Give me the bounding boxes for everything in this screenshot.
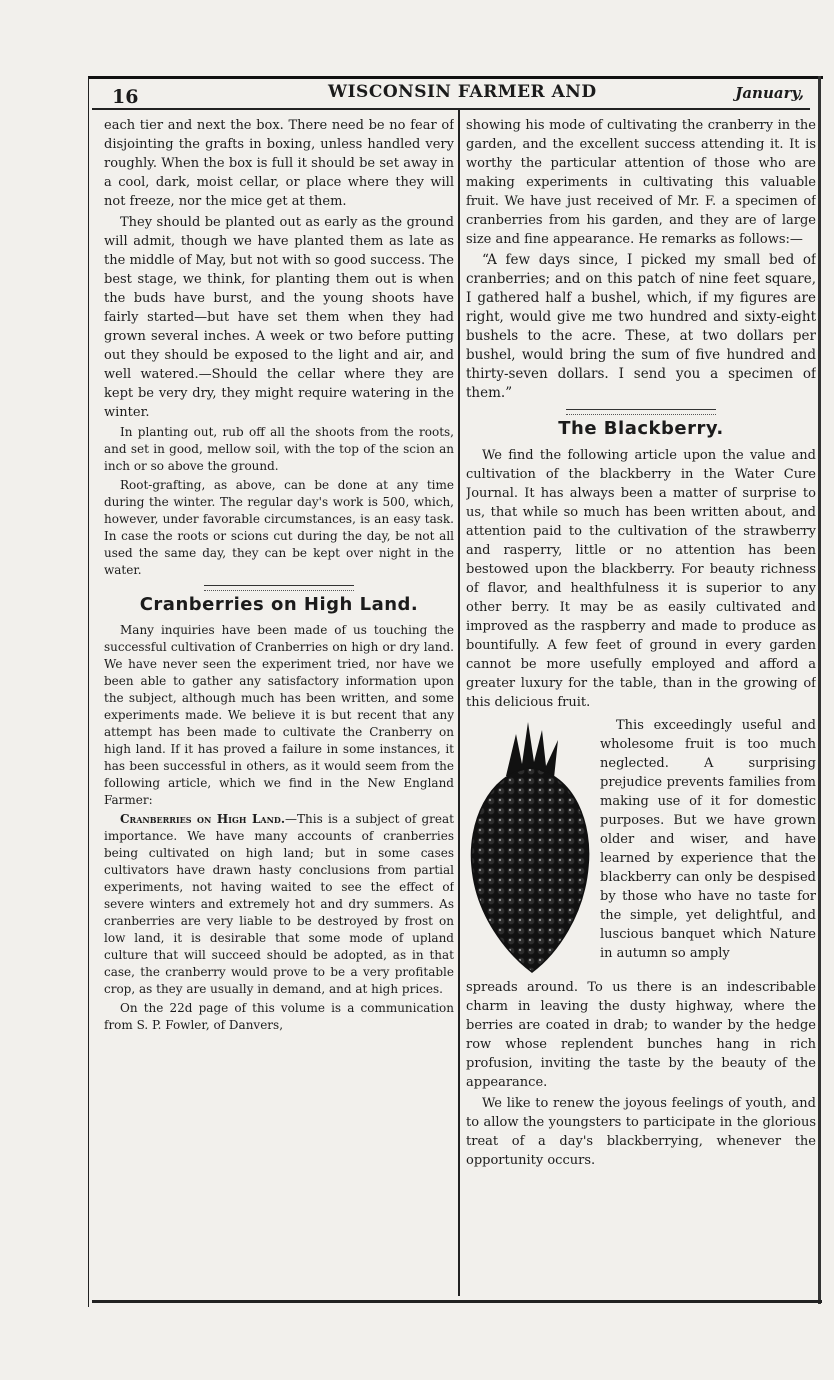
- paragraph: each tier and next the box. There need be no fear of disjointing the grafts in boxing, unless handled very roughly. When the box is full it should be set away in a cool, dark, moist cellar, or place where they will not freeze, nor the mice get at them.: [104, 118, 454, 209]
- blackberry-figure-block: [466, 716, 816, 978]
- paragraph: In planting out, rub off all the shoots from the roots, and set in good, mellow soil, with the top of the scion an inch or so above the ground.: [104, 425, 454, 473]
- paragraph: showing his mode of cultivating the cranberry in the garden, and the excellent success attending it. It is worthy the particular attention of those who are making experiments in cultivating this valuable fruit. We have just received of Mr. F. a specimen of cranberries from his garden, and they are of large size and fine appearance. He remarks as follows:—: [466, 118, 816, 247]
- page-header: [92, 82, 810, 110]
- section-ornament: [204, 585, 354, 591]
- cranberries-section-title: Cranberries on High Land.: [139, 594, 419, 615]
- article-lead: Cranberries on High Land.: [120, 812, 286, 826]
- paragraph: We find the following article upon the value and cultivation of the blackberry in the Water Cure Journal. It has always been a matter of surprise to us, that while so much has been written about, and attention paid to the cultivation of the strawberry and rasperry, little or no attention has been bestowed upon the blackberry. For beauty richness of flavor, and healthfulness it is superior to any other berry. It may be as easily cultivated and improved as the raspberry and made to produce as bountifully. A few feet of ground in every garden cannot be more usefully employed and afford a greater luxury for the table, than in the growing of this delicious fruit.: [466, 448, 816, 710]
- paragraph: They should be planted out as early as the ground will admit, though we have planted them as late as the middle of May, but not with so good success. The best stage, we think, for planting them out is when the buds have burst, and the young shoots have fairly started—but have set them when they had grown several inches. A week or two before putting out they should be exposed to the light and air, and well watered.—Should the cellar where they are kept be very dry, they might require watering in the winter.: [104, 215, 454, 420]
- left-column: [104, 116, 454, 1292]
- blackberry-illustration: [466, 716, 596, 978]
- paragraph: On the 22d page of this volume is a communication from S. P. Fowler, of Danvers,: [104, 1001, 454, 1032]
- blackberry-section-title: The Blackberry.: [558, 418, 724, 439]
- page-edge-rule: [818, 76, 821, 1304]
- journal-title: WISCONSIN FARMER AND: [328, 82, 597, 102]
- paragraph: Root-grafting, as above, can be done at any time during the winter. The regular day's work is 500, which, however, under favorable circumstances, is an easy task. In case the roots or scions cut during the day, be not all used the same day, they can be kept over night in the water.: [104, 478, 454, 577]
- paragraph: Many inquiries have been made of us touching the successful cultivation of Cranberries on high or dry land. We have never seen the experiment tried, nor have we been able to gather any satisfactory information upon the subject, although much has been written, and some experiments made. We believe it is but recent that any attempt has been made to cultivate the Cranberry on high land. If it has proved a failure in some instances, it has been successful in others, as it would seem from the following article, which we find in the New England Farmer:: [104, 623, 454, 807]
- article-text: —This is a subject of great importance. We have many accounts of cranberries being cultivated on high land; but in some cases cultivators have drawn hasty conclusions from partial experiments, not having waited to see the effect of severe winters and extremely hot and dry summers. As cranberries are very liable to be destroyed by frost on low land, it is desirable that some mode of upland culture that will succeed should be adopted, as in that case, the cranberry would prove to be a very profitable crop, as they are usually in demand, and at high prices.: [104, 812, 454, 996]
- wrapped-paragraph: This exceedingly useful and wholesome fruit is too much neglected. A surprising prejudice prevents families from making use of it for domestic purposes. But we have grown older and wiser, and have learned by experience that the blackberry can only be despised by those who have no taste for the simple, yet delightful, and luscious banquet which Nature in autumn so amply: [600, 718, 816, 961]
- bottom-rule: [92, 1300, 822, 1303]
- paragraph: spreads around. To us there is an indescribable charm in leaving the dusty highway, where the berries are coated in drab; to wander by the hedge row whose replendent bunches hang in rich profusion, inviting the taste by the beauty of the appearance.: [466, 980, 816, 1090]
- paragraph: We like to renew the joyous feelings of youth, and to allow the youngsters to participate in the glorious treat of a day's blackberrying, whenever the opportunity occurs.: [466, 1096, 816, 1168]
- section-ornament: [566, 409, 716, 415]
- page-number: 16: [112, 86, 139, 108]
- issue-month: January,: [735, 84, 804, 102]
- column-divider: [458, 110, 460, 1296]
- right-column: [466, 116, 816, 1292]
- letter-quote: “A few days since, I picked my small bed of cranberries; and on this patch of nine feet square, I gathered half a bushel, which, if my figures are right, would give me two hundred and sixty-eight bushels to the acre. These, at two dollars per bushel, would bring the sum of five hundred and thirty-seven dollars. I send you a specimen of them.”: [466, 252, 816, 401]
- quoted-article: [104, 811, 454, 998]
